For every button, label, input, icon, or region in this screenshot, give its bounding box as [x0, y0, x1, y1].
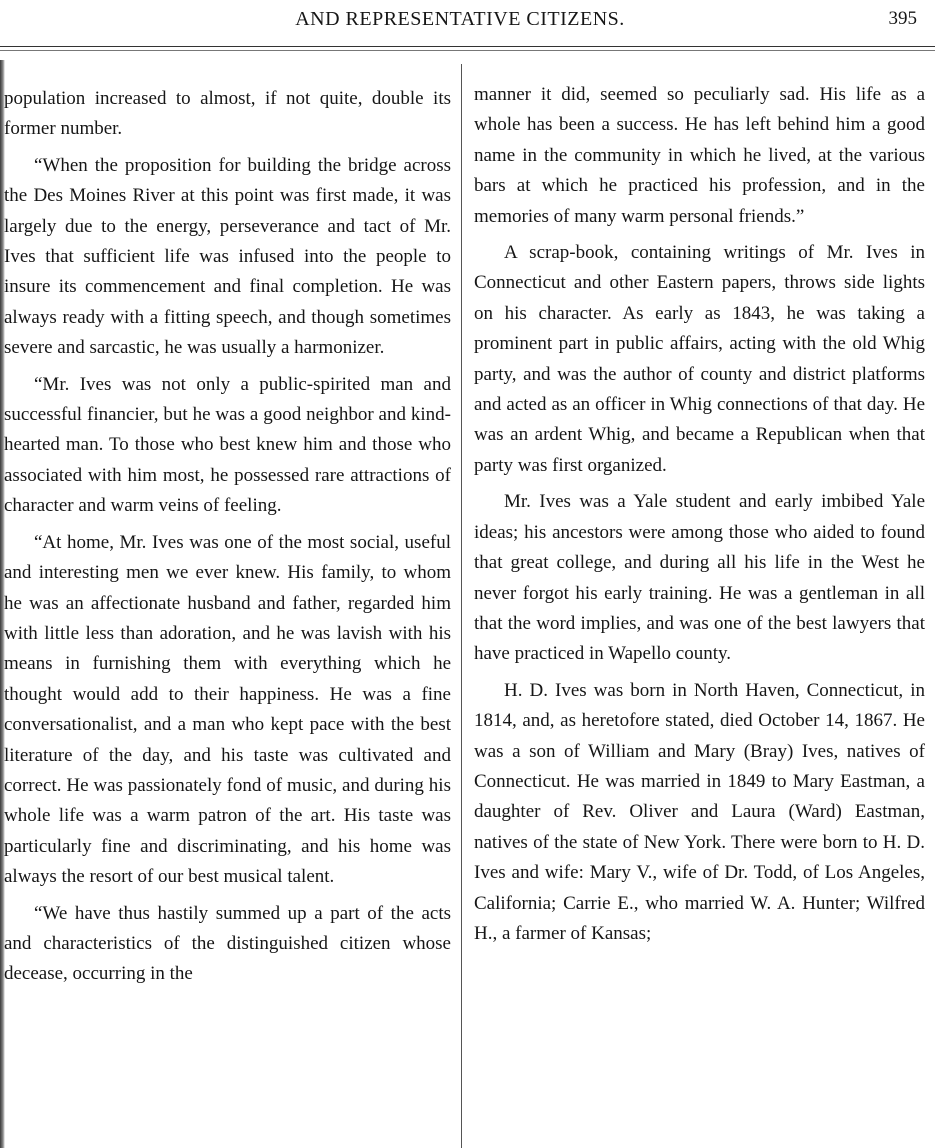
left-column	[4, 84, 451, 990]
paragraph-quote-end: manner it did, seemed so peculiarly sad. His life as a whole has been a success. He has left behind him a good name in the community in which he lived, at the various bars at which he practiced his profession, and in the memories of many warm personal friends.”	[474, 84, 925, 227]
header-rule-top	[0, 46, 935, 47]
column-divider	[461, 64, 462, 1148]
paragraph-continuation: population increased to almost, if not quite, double its former number.	[4, 88, 451, 140]
paragraph-bridge: “When the proposition for building the bridge across the Des Moines River at this point was first made, it was largely due to the energy, perseverance and tact of Mr. Ives that sufficient life was infused into the people to insure its commencement and final completion. He was always ready with a fitting speech, and though sometimes severe and sarcastic, he was usually a harmonizer.	[4, 154, 451, 359]
paragraph-public-spirited: “Mr. Ives was not only a public-spirited man and successful financier, but he was a good neighbor and kind-hearted man. To those who best knew him and those who associated with him most, he possessed rare attractions of character and warm veins of feeling.	[4, 373, 451, 517]
paragraph-scrap-book: A scrap-book, containing writings of Mr. Ives in Connecticut and other Eastern papers, throws side lights on his character. As early as 1843, he was taking a prominent part in public affairs, acting with the old Whig party, and was the author of county and district platforms and acted as an officer in Whig connections of that day. He was an ardent Whig, and became a Republican when that party was first organized.	[474, 242, 925, 476]
paragraph-yale: Mr. Ives was a Yale student and early imbibed Yale ideas; his ancestors were among those who aided to found that great college, and during all his life in the West he never forgot his early training. He was a gentleman in all that the word implies, and was one of the best lawyers that have practiced in Wapello county.	[474, 491, 925, 665]
page-number: 395	[888, 8, 917, 29]
paragraph-at-home: “At home, Mr. Ives was one of the most social, useful and interesting men we ever knew. His family, to whom he was an affectionate husband and father, regarded him with little less than adoration, and he was lavish with his means in furnishing them with everything which he thought would add to their happiness. He was a fine conversationalist, and a man who kept pace with the best literature of the day, and his taste was cultivated and correct. He was passionately fond of music, and during his whole life was a warm patron of the art. His taste was particularly fine and discriminating, and his home was always the resort of our best musical talent.	[4, 531, 451, 888]
running-header	[0, 0, 935, 48]
right-column	[474, 80, 925, 949]
paragraph-biography: H. D. Ives was born in North Haven, Connecticut, in 1814, and, as heretofore stated, died October 14, 1867. He was a son of William and Mary (Bray) Ives, natives of Connecticut. He was married in 1849 to Mary Eastman, a daughter of Rev. Oliver and Laura (Ward) Eastman, natives of the state of New York. There were born to H. D. Ives and wife: Mary V., wife of Dr. Todd, of Los Angeles, California; Carrie E., who married W. A. Hunter; Wilfred H., a farmer of Kansas;	[474, 679, 925, 944]
header-rule-bottom	[0, 50, 935, 51]
paragraph-summary: “We have thus hastily summed up a part of the acts and characteristics of the distinguished citizen whose decease, occurring in the	[4, 902, 451, 985]
running-title: AND REPRESENTATIVE CITIZENS.	[295, 8, 625, 30]
